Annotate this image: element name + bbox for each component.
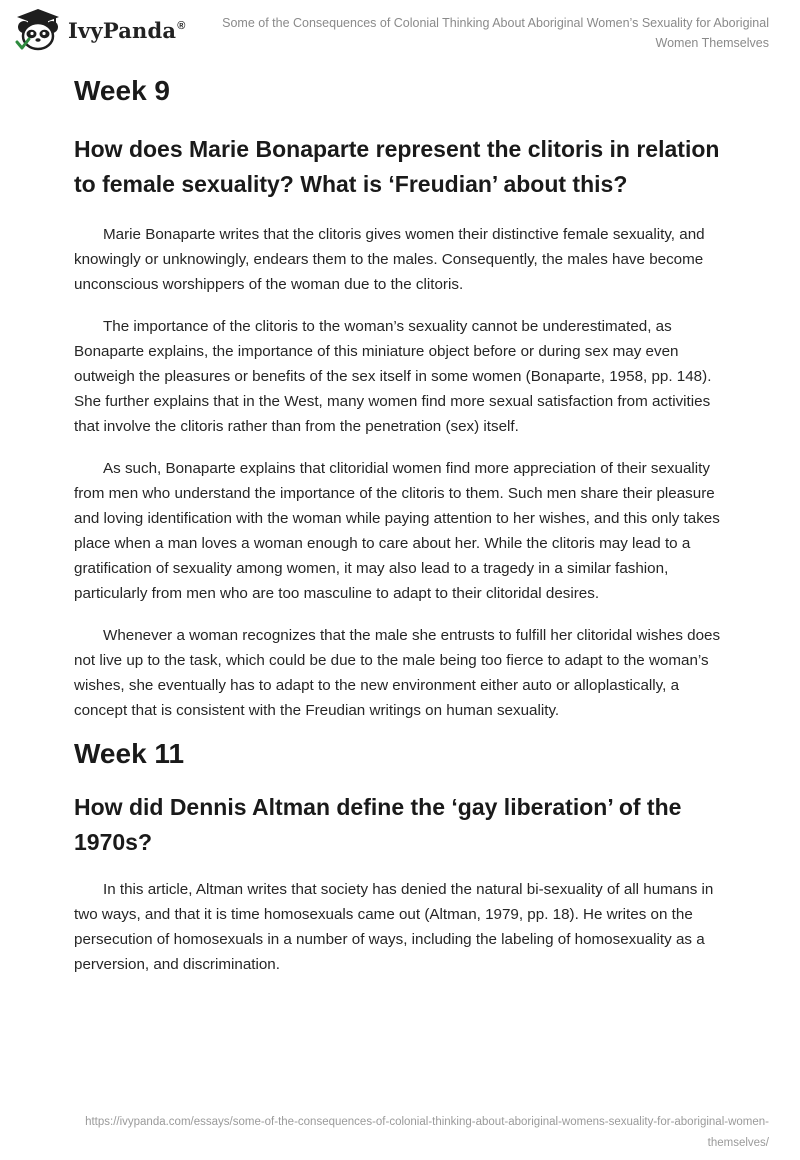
week-11-heading: Week 11 — [74, 738, 185, 769]
paragraph: In this article, Altman writes that society has denied the natural bi-sexuality of all humans in two ways, and that it is time homosexuals came out (Altman, 1979, pp. 18). He writes on the persecution of homosexuals in a number of ways, including the labeling of homosexuality as a perversion, and discrimination. — [74, 881, 714, 973]
week-11-question: How did Dennis Altman define the ‘gay liberation’ of the 1970s? — [74, 794, 682, 855]
paragraph: Whenever a woman recognizes that the male she entrusts to fulfill her clitoridal wishes does not live up to the task, which could be due to the male being too fierce to adapt to the woman’s wishes, she eventually has to adapt to the new environment either auto or alloplastically, a concept that is consistent with the Freudian writings on human sexuality. — [74, 627, 721, 719]
ivypanda-logo[interactable] — [14, 8, 186, 52]
week-9-heading: Week 9 — [74, 75, 170, 106]
paragraph: As such, Bonaparte explains that clitoridial women find more appreciation of their sexuality from men who understand the importance of the clitoris to them. Such men share their pleasure and loving identification with the woman while paying attention to her wishes, and this only takes place when a man loves a woman enough to care about her. While the clitoris may lead to a gratification of sexuality among women, it may also lead to a tragedy in a similar fashion, particularly from men who are too masculine to adapt to their clitoridal desires. — [74, 460, 720, 602]
article-body — [74, 72, 724, 977]
panda-graduate-icon — [14, 8, 62, 52]
paragraph: Marie Bonaparte writes that the clitoris gives women their distinctive female sexuality, and knowingly or unknowingly, endears them to the males. Consequently, the males have become unconscious worshippers of the woman due to the clitoris. — [74, 226, 705, 293]
source-url[interactable]: https://ivypanda.com/essays/some-of-the-consequences-of-colonial-thinking-about-aboriginal-womens-sexuality-for-aboriginal-women-themselves/ — [85, 1116, 769, 1149]
paragraph: The importance of the clitoris to the woman’s sexuality cannot be underestimated, as Bonaparte explains, the importance of this miniature object before or during sex may even outweigh the pleasures or benefits of the sex itself in some women (Bonaparte, 1958, pp. 148). She further explains that in the West, many women find more sexual satisfaction from activities that involve the clitoris rather than from the penetration (sex) itself. — [74, 318, 712, 435]
page-header — [0, 0, 800, 60]
document-title: Some of the Consequences of Colonial Thinking About Aboriginal Women’s Sexuality for Aboriginal Women Themselves — [222, 16, 769, 50]
logo-wordmark: IvyPanda® — [68, 17, 186, 43]
week-9-question: How does Marie Bonaparte represent the clitoris in relation to female sexuality? What is ‘Freudian’ about this? — [74, 136, 720, 197]
